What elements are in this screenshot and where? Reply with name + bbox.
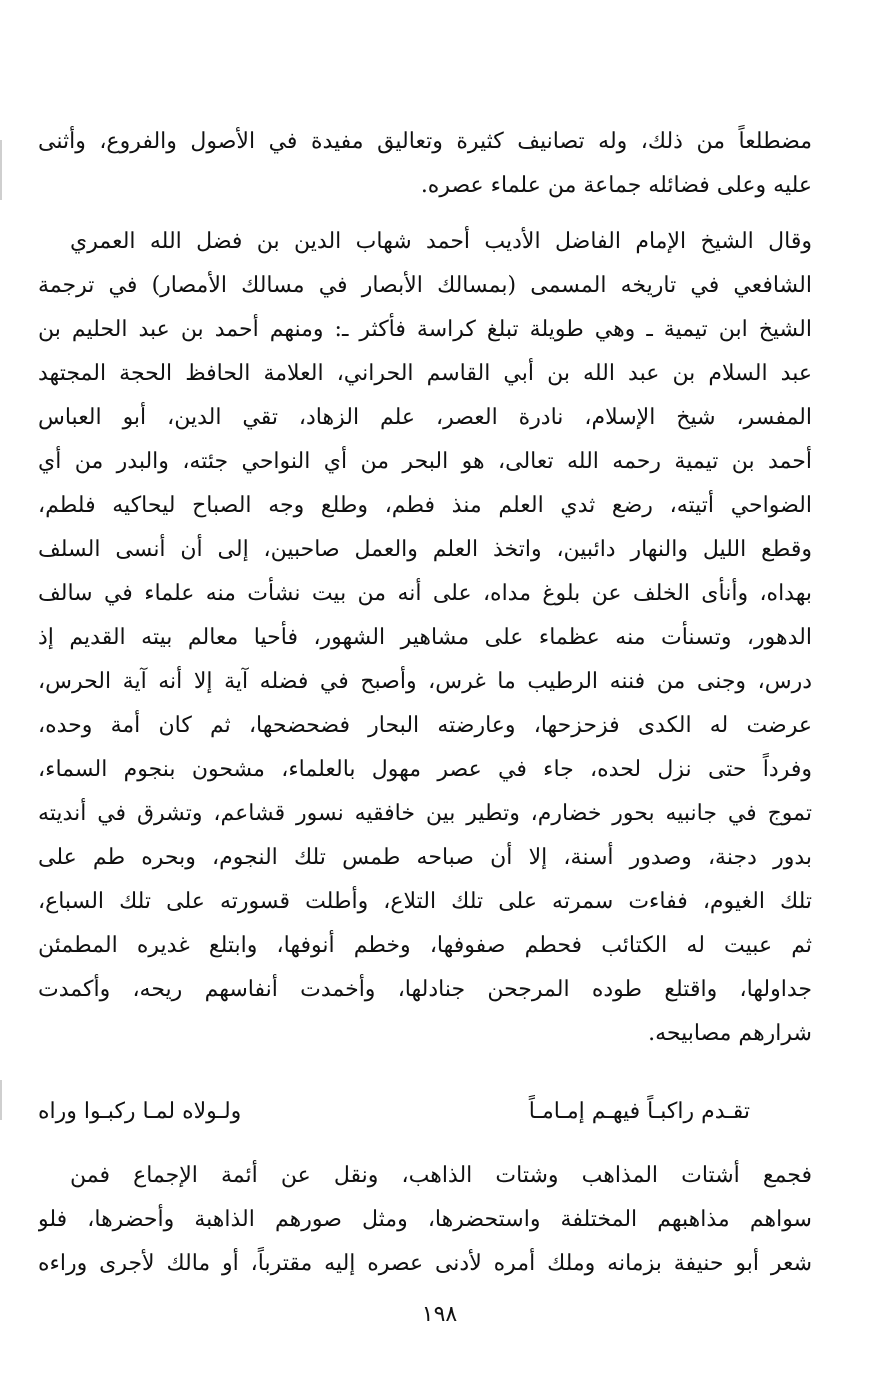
text-line: شرارهم مصابيحه. (648, 1021, 812, 1046)
verse-second-hemistich: ولـولاه لمـا ركبـوا وراه (38, 1099, 242, 1124)
text-line: بدور دجنة، وصدور أسنة، إلا أن صباحه طمس تلك النجوم، وبحره طم على (38, 845, 812, 870)
text-line: شعر أبو حنيفة بزمانه وملك أمره لأدنى عصره إليه مقترباً، أو مالك لأجرى وراءه (38, 1251, 812, 1276)
text-line: وقال الشيخ الإمام الفاضل الأديب أحمد شهاب الدين بن فضل الله العمري (70, 229, 812, 254)
text-line: الدهور، وتسنأت منه عظماء على مشاهير الشهور، فأحيا معالم بيته القديم إذ (38, 625, 812, 650)
text-line: الشيخ ابن تيمية ـ وهي طويلة تبلغ كراسة فأكثر ـ: ومنهم أحمد بن عبد الحليم بن (38, 317, 812, 342)
text-line: سواهم مذاهبهم المختلفة واستحضرها، ومثل صورهم الذاهبة وأحضرها، فلو (38, 1207, 812, 1232)
text-line: درس، وجنى من فننه الرطيب ما غرس، وأصبح في فضله آية إلا أنه آية الحرس، (38, 669, 812, 694)
page-edge-shadow (0, 1080, 2, 1120)
verse-first-hemistich: تقـدم راكبـاً فيهـم إمـامـاً (528, 1099, 750, 1124)
text-line: عرضت له الكدى فزحزحها، وعارضته البحار فضحضحها، ثم كان أمة وحده، (38, 713, 812, 738)
text-line: الشافعي في تاريخه المسمى (بمسالك الأبصار في مسالك الأمصار) في ترجمة (38, 273, 812, 298)
poetry-verse (38, 1090, 750, 1134)
text-line: وقطع الليل والنهار دائبين، واتخذ العلم والعمل صاحبين، إلى أن أنسى السلف (38, 537, 812, 562)
text-line: أحمد بن تيمية رحمه الله تعالى، هو البحر من أي النواحي جئته، والبدر من أي (38, 449, 812, 474)
page-number: ١٩٨ (421, 1302, 458, 1327)
text-line: تلك الغيوم، ففاءت سمرته على تلك التلاع، وأطلت قسورته على تلك السباع، (38, 889, 812, 914)
text-line: عبد السلام بن عبد الله بن أبي القاسم الحراني، العلامة الحافظ الحجة المجتهد (38, 361, 812, 386)
text-line: ثم عبيت له الكتائب فحطم صفوفها، وخطم أنوفها، وابتلع غديره المطمئن (38, 933, 812, 958)
text-line: جداولها، واقتلع طوده المرجحن جنادلها، وأخمدت أنفاسهم ريحه، وأكمدت (38, 977, 812, 1002)
page-edge-shadow (0, 140, 2, 200)
text-line: وفرداً حتى نزل لحده، جاء في عصر مهول بالعلماء، مشحون بنجوم السماء، (38, 757, 812, 782)
text-line: فجمع أشتات المذاهب وشتات الذاهب، ونقل عن أئمة الإجماع فمن (70, 1163, 812, 1188)
text-line: المفسر، شيخ الإسلام، نادرة العصر، علم الزهاد، تقي الدين، أبو العباس (38, 405, 812, 430)
text-line: عليه وعلى فضائله جماعة من علماء عصره. (420, 173, 812, 198)
text-line: الضواحي أتيته، رضع ثدي العلم منذ فطم، وطلع وجه الصباح ليحاكيه فلطم، (38, 493, 812, 518)
text-line: بهداه، وأنأى الخلف عن بلوغ مداه، على أنه من بيت نشأت منه علماء في سالف (38, 581, 812, 606)
text-line: تموج في جانبيه بحور خضارم، وتطير بين خافقيه نسور قشاعم، وتشرق في أنديته (38, 801, 812, 826)
text-line: مضطلعاً من ذلك، وله تصانيف كثيرة وتعاليق مفيدة في الأصول والفروع، وأثنى (38, 129, 812, 154)
